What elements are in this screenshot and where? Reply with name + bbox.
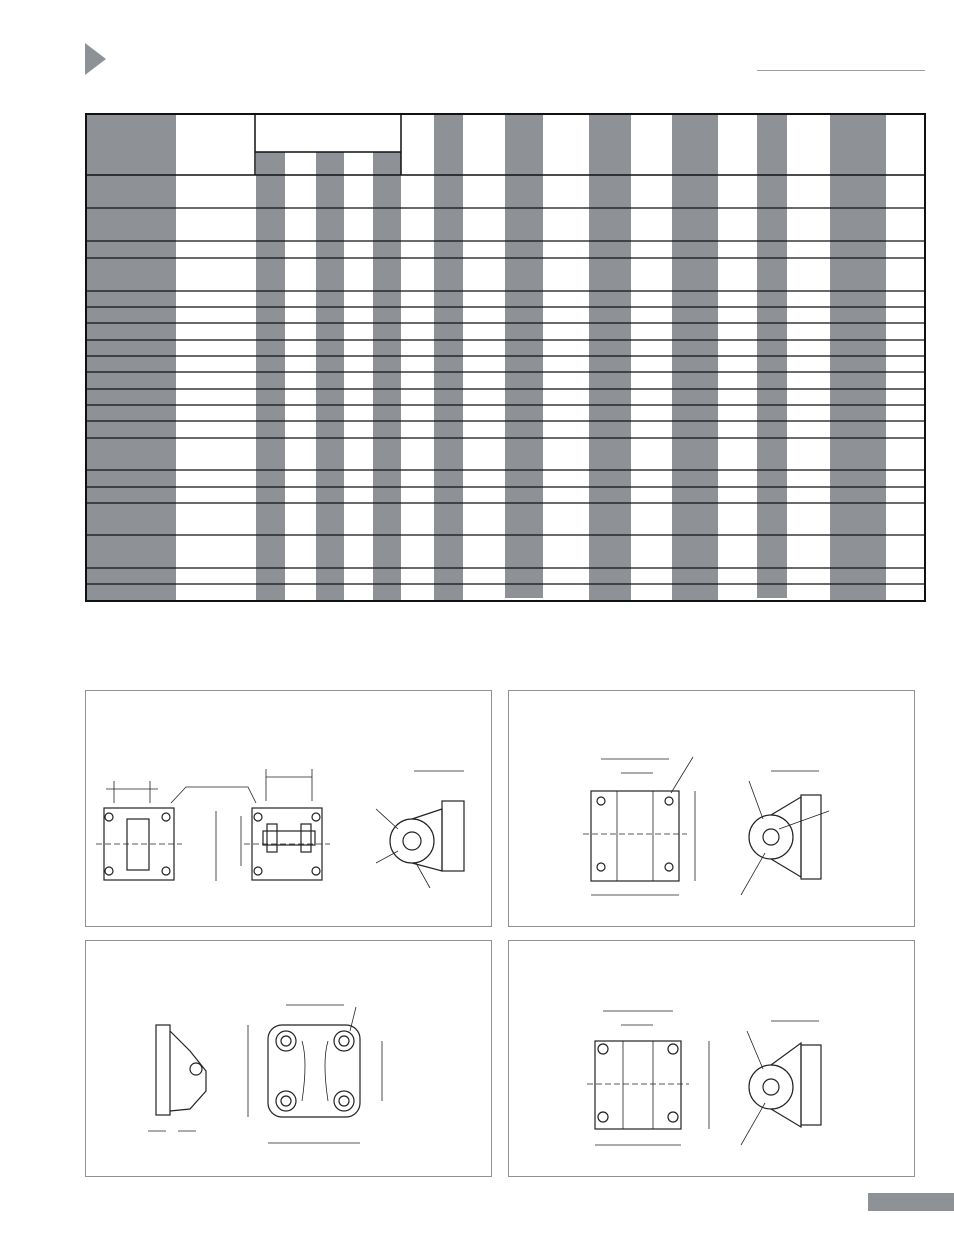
shaded-column	[316, 152, 344, 601]
drawing-panel-four-hole	[85, 940, 492, 1177]
clevis-bracket-drawing	[86, 691, 493, 928]
shaded-column	[589, 113, 631, 601]
pivot-bracket-drawing-a	[509, 691, 916, 928]
shaded-column	[85, 113, 176, 601]
page-number-tab	[868, 1193, 954, 1211]
shaded-column	[256, 152, 285, 601]
drawing-panel-pivot-a	[508, 690, 915, 927]
spec-table	[85, 113, 927, 604]
table-shaded-columns	[85, 113, 886, 601]
pivot-bracket-drawing-b	[509, 941, 916, 1178]
shaded-column	[672, 113, 718, 601]
drawing-panel-pivot-b	[508, 940, 915, 1177]
triangle-arrow-icon	[85, 43, 107, 75]
shaded-column	[830, 113, 886, 601]
drawing-panel-clevis	[85, 690, 492, 927]
four-hole-mount-drawing	[86, 941, 493, 1178]
header-rule	[757, 70, 925, 71]
shaded-column	[373, 152, 401, 601]
shaded-column	[434, 113, 463, 601]
